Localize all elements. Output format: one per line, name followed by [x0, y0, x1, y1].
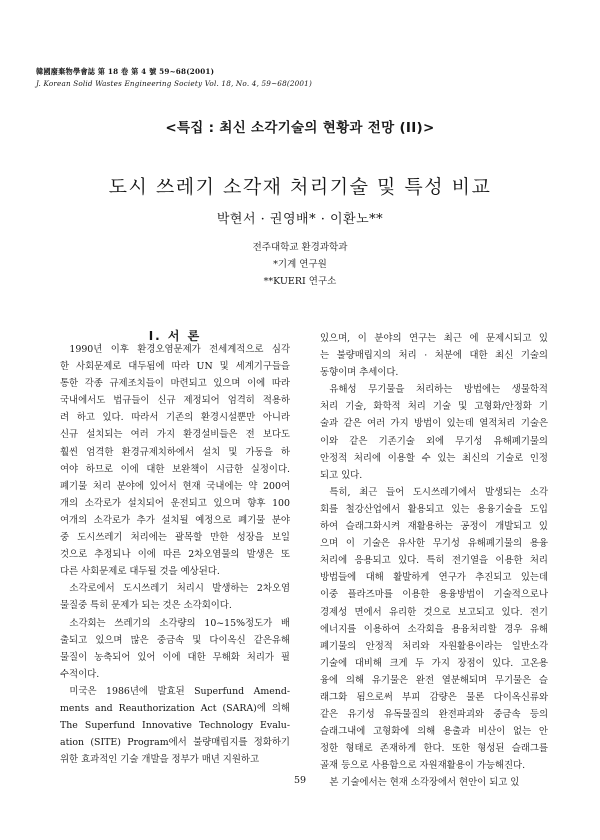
text-line: 처리 기술, 화학적 처리 기술 및 고형화/안정화 기	[320, 401, 548, 413]
paragraph	[60, 683, 290, 768]
text-line: 경제성 면에서 유리한 것으로 보고되고 있다. 전기	[320, 606, 548, 618]
affiliation-1: 전주대학교 환경과학과	[252, 242, 348, 253]
text-line: 출되고 있으며 많은 중금속 및 다이옥신 같은유해	[60, 634, 290, 646]
text-line: 정한 형태로 존재하게 한다. 또한 형성된 슬래그를	[320, 743, 548, 755]
text-line: 같은 유기성 유독물질의 완전파괴와 중금속 등의	[320, 709, 548, 721]
special-issue-title: <특집 : 최신 소각기술의 현황과 전망 (II)>	[165, 120, 435, 136]
text-line: 방법들에 대해 활발하게 연구가 추진되고 있는데	[320, 572, 548, 584]
journal-citation-korean: 韓國廢棄物學會誌 第 18 卷 第 4 號 59~68(2001)	[36, 67, 215, 76]
paragraph	[60, 341, 290, 580]
text-line: 으며 이 기술은 유사한 무기성 유해폐기물의 용융	[320, 538, 548, 550]
left-column-body	[60, 341, 290, 768]
text-line: 수적이다.	[60, 668, 100, 680]
text-line: 융에 의해 유기물은 완전 열분해되며 무기물은 슬	[320, 674, 548, 686]
affiliation-3: **KUERI 연구소	[263, 276, 337, 287]
text-line: 폐기물의 안정적 처리와 자원활용이라는 일반소각	[320, 640, 548, 652]
text-line: 특히, 최근 들어 도시쓰레기에서 발생되는 소각	[329, 486, 548, 498]
text-line: 이중 플라즈마를 이용한 용융방법이 기술적으로나	[320, 589, 548, 601]
text-line: 위한 효과적인 기술 개발을 정부가 매년 지원하고	[60, 754, 260, 766]
text-line: 개의 소각로가 설치되어 운전되고 있으며 향후 100	[60, 497, 290, 509]
text-line: 회를 철강산업에서 활용되고 있는 용융기술을 도입	[320, 503, 548, 515]
text-line: 소각회는 쓰레기의 소각량의 10~15%정도가 배	[69, 617, 290, 629]
text-line: 것으로 추정되나 이에 따른 2차오염물의 발생은 또	[60, 549, 290, 561]
text-line: 한 사회문제로 대두됨에 따라 UN 및 세계기구들을	[60, 361, 290, 373]
text-line: 이와 같은 기존기술 외에 무기성 유해폐기물의	[320, 435, 548, 447]
text-line: 본 기술에서는 현재 소각장에서 현안이 되고 있	[329, 777, 520, 789]
text-line: 기술에 대비해 크게 두 가지 장점이 있다. 고온용	[320, 657, 548, 669]
text-line: 유해성 무기물을 처리하는 방법에는 생물학적	[329, 384, 548, 396]
text-line: 물질중 특히 문제가 되는 것은 소각회이다.	[60, 600, 232, 612]
paragraph	[320, 484, 548, 775]
journal-citation-english: J. Korean Solid Wastes Engineering Society Vol. 18, No. 4, 59~68(2001)	[36, 79, 312, 88]
text-line: 다른 사회문제로 대두될 것을 예상된다.	[60, 566, 220, 578]
text-line: ation (SITE) Program에서 불량매립지를 정화하기	[60, 737, 290, 749]
text-line: 폐기물 처리 분야에 있어서 현재 국내에는 약 200여	[60, 480, 290, 492]
text-line: 신규 설치되는 여러 가지 환경설비들은 전 보다도	[60, 429, 290, 441]
text-line: 물질이 농축되어 있어 이에 대한 무해화 처리가 필	[60, 651, 290, 663]
text-line: The Superfund Innovative Technology Evalu-	[60, 720, 290, 732]
text-line: 중 도시쓰레기 처리에는 괄목할 만한 성장을 보일	[60, 532, 290, 544]
text-line: 미국은 1986년에 발효된 Superfund Amend-	[69, 685, 290, 697]
text-line: 골재 등으로 사용함으로 자원재활용이 가능해진다.	[320, 760, 526, 772]
paragraph	[60, 615, 290, 683]
right-column-body	[320, 330, 548, 792]
text-line: 통한 각종 규제조치들이 마련되고 있으며 이에 따라	[60, 378, 290, 390]
text-line: ments and Reauthorization Act (SARA)에 의해	[60, 702, 290, 714]
text-line: 는 불량매립지의 처리 · 처분에 대한 최신 기술의	[320, 350, 548, 362]
affiliation-2: *기계 연구원	[273, 259, 327, 270]
text-line: 동향이며 추세이다.	[320, 367, 399, 379]
section-heading-introduction: I. 서 론	[148, 329, 202, 343]
page-number: 59	[293, 775, 307, 786]
text-line: 훨씬 엄격한 환경규제치하에서 설치 및 가동을 하	[60, 446, 290, 458]
authors: 박현서 · 권영배* · 이환노**	[216, 212, 384, 227]
text-line: 슬래그내에 고형화에 의해 용출과 비산이 없는 안	[320, 726, 548, 738]
text-line: 소각로에서 도시쓰레기 처리시 발생하는 2차오염	[69, 583, 290, 595]
text-line: 하여 슬래그화시켜 재활용하는 공정이 개발되고 있	[320, 521, 548, 533]
paragraph	[320, 330, 548, 381]
article-title: 도시 쓰레기 소각재 처리기술 및 특성 비교	[108, 176, 492, 198]
text-line: 1990년 이후 환경오염문제가 전세계적으로 심각	[69, 344, 290, 355]
text-line: 되고 있다.	[320, 469, 363, 481]
paragraph	[60, 580, 290, 614]
text-line: 안정적 처리에 이용할 수 있는 최신의 기술로 인정	[320, 452, 548, 464]
text-line: 래그화 됨으로써 부피 감량은 물론 다이옥신류와	[320, 691, 548, 703]
text-line: 려 하고 있다. 따라서 기존의 환경시설뿐만 아니라	[60, 412, 290, 424]
paragraph	[320, 381, 548, 484]
text-line: 여개의 소각로가 추가 설치될 예정으로 폐기물 분야	[60, 514, 290, 526]
text-line: 술과 같은 여러 가지 방법이 있는데 열적처리 기술은	[320, 418, 548, 430]
text-line: 에너지를 이용하여 소각회을 용융처리할 경우 유해	[320, 623, 548, 635]
text-line: 국내에서도 법규들이 신규 제정되어 엄격히 적용하	[60, 395, 290, 407]
text-line: 처리에 응용되고 있다. 특히 전기열을 이용한 처리	[320, 555, 548, 567]
text-line: 있으며, 이 분야의 연구는 최근 에 문제시되고 있	[320, 333, 548, 344]
text-line: 여야 하므로 이에 대한 보완책이 시급한 실정이다.	[60, 463, 290, 475]
